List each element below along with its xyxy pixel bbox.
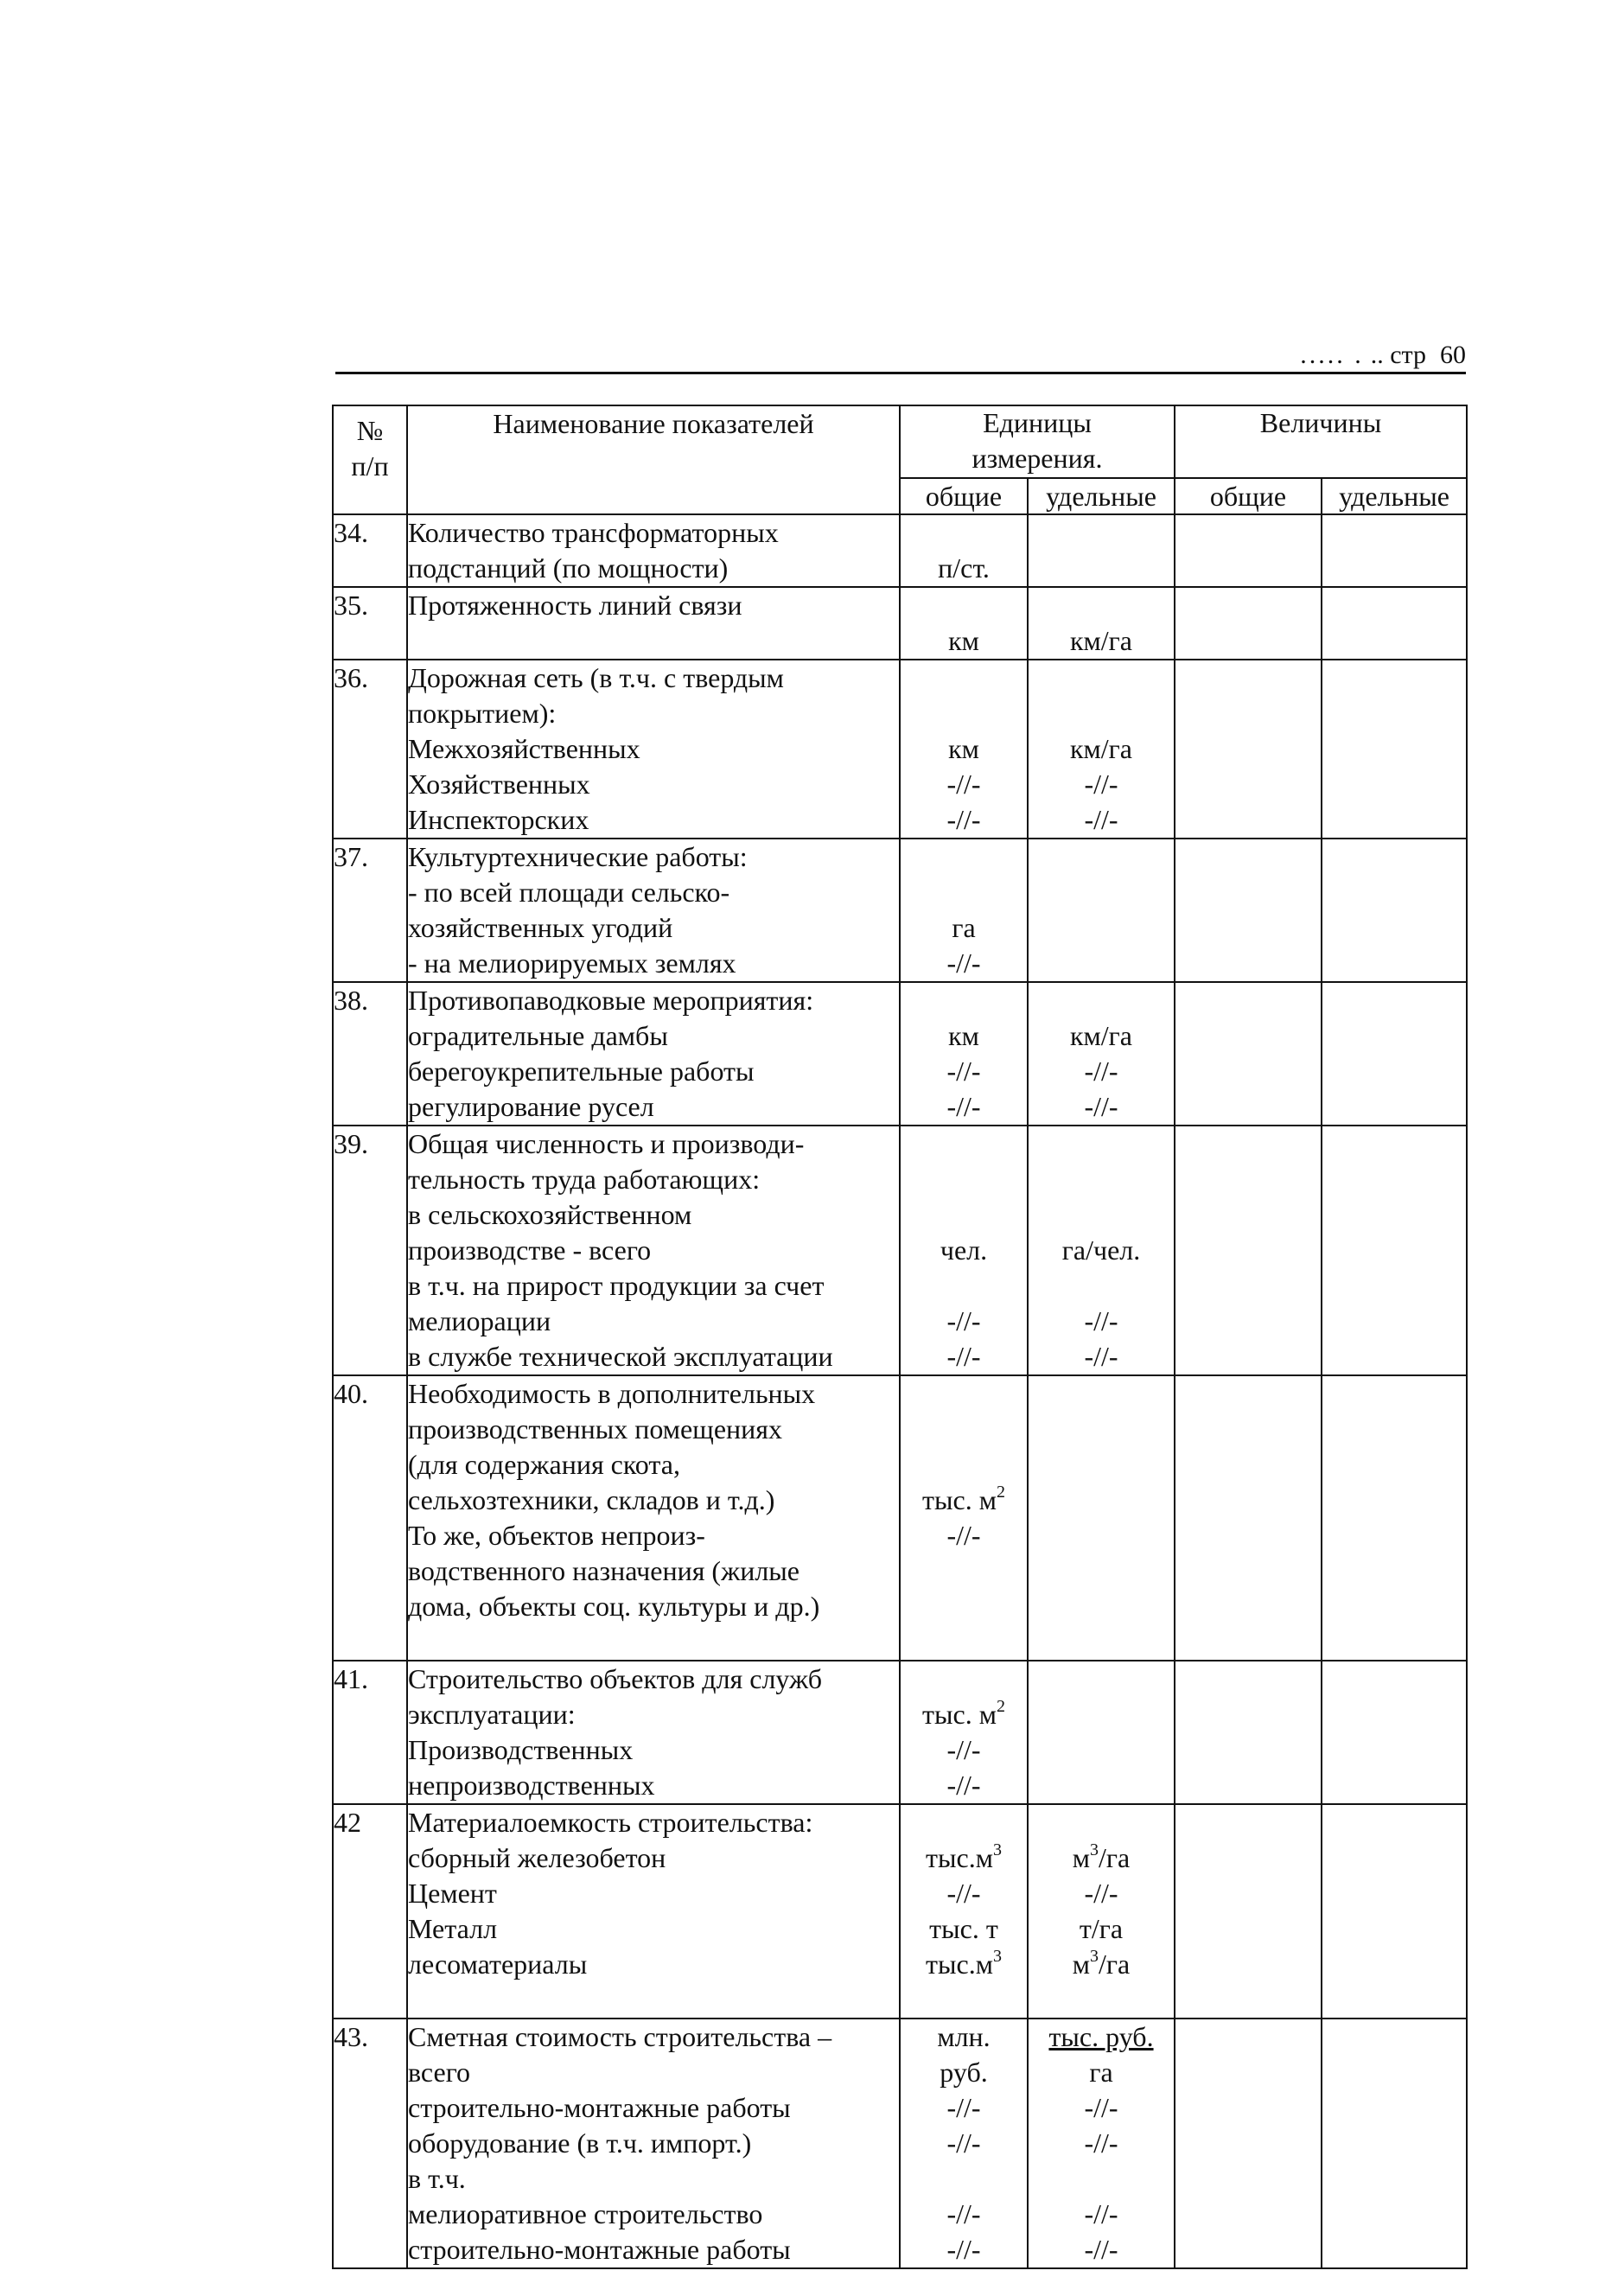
indicator-name: [407, 514, 900, 587]
unit-specific: [1029, 515, 1174, 551]
unit-specific-cell: [1028, 587, 1175, 660]
row-number: 39.: [333, 1126, 407, 1375]
indicator-line: То же, объектов непроиз-: [408, 1520, 705, 1551]
unit-specific-cell: [1028, 839, 1175, 982]
indicator-name: [407, 587, 900, 660]
indicator-name: [407, 982, 900, 1126]
unit-specific-cell: [1028, 982, 1175, 1126]
indicator-name: [407, 1375, 900, 1661]
indicator-line: покрытием):: [408, 698, 557, 729]
unit-specific: тыс. руб.: [1048, 2021, 1154, 2052]
column-values-specific: удельные: [1322, 478, 1467, 514]
unit-total: га: [952, 912, 976, 943]
unit-total: млн.: [937, 2021, 991, 2052]
value-specific-cell: [1322, 1661, 1467, 1804]
unit-total: тыс. $м^2$: [922, 1483, 1005, 1515]
indicator-line: дома, объекты соц. культуры и др.): [408, 1591, 820, 1622]
unit-specific: [1029, 839, 1174, 875]
value-total-cell: [1175, 839, 1322, 982]
indicator-line: - по всей площади сельско-: [408, 877, 730, 908]
indicator-line: (для содержания скота,: [408, 1449, 680, 1480]
header-dots: ..... .: [1300, 341, 1364, 369]
indicator-line: Общая численность и производи-: [408, 1128, 805, 1159]
unit-specific: [1029, 1768, 1174, 1803]
indicator-line: Инспекторских: [408, 804, 589, 835]
unit-specific: [1029, 1805, 1174, 1840]
unit-specific: [1029, 1589, 1174, 1624]
unit-total: [901, 1624, 1027, 1660]
unit-total: [901, 983, 1027, 1018]
indicator-line: водственного назначения (жилые: [408, 1555, 800, 1586]
row-number: 43.: [333, 2019, 407, 2268]
indicator-line: берегоукрепительные работы: [408, 1056, 755, 1087]
value-total-cell: [1175, 514, 1322, 587]
unit-total: -//-: [946, 2092, 981, 2123]
unit-specific-cell: [1028, 2019, 1175, 2268]
value-specific-cell: [1322, 1126, 1467, 1375]
column-units-specific: удельные: [1028, 478, 1175, 514]
value-specific-cell: [1322, 839, 1467, 982]
indicator-line: Сметная стоимость строительства –: [408, 2021, 832, 2052]
indicator-line: эксплуатации:: [408, 1699, 576, 1730]
indicator-line: [408, 1982, 899, 2018]
unit-total: п/ст.: [938, 552, 990, 584]
unit-total-cell: [900, 1375, 1028, 1661]
table-row: [333, 514, 1467, 587]
unit-specific-cell: [1028, 1375, 1175, 1661]
indicator-line: в сельскохозяйственном: [408, 1199, 692, 1230]
unit-total-cell: [900, 514, 1028, 587]
unit-total: [901, 1553, 1027, 1589]
unit-specific: -//-: [1084, 2234, 1118, 2265]
unit-total: чел.: [940, 1234, 988, 1266]
indicator-line: всего: [408, 2057, 471, 2088]
unit-total-cell: [900, 660, 1028, 839]
unit-specific: [1029, 2161, 1174, 2197]
indicator-line: Цемент: [408, 1878, 497, 1909]
unit-specific: [1029, 983, 1174, 1018]
indicator-line: мелиоративное строительство: [408, 2198, 763, 2229]
indicator-line: в т.ч. на прирост продукции за счет: [408, 1270, 825, 1301]
unit-specific: км/га: [1069, 625, 1132, 656]
indicator-line: производственных помещениях: [408, 1413, 782, 1445]
value-total-cell: [1175, 1375, 1322, 1661]
indicator-line: тельность труда работающих:: [408, 1164, 761, 1195]
value-specific-cell: [1322, 1804, 1467, 2019]
unit-specific: [1029, 551, 1174, 586]
row-number: 35.: [333, 587, 407, 660]
unit-total: [901, 1197, 1027, 1233]
unit-specific: -//-: [1084, 2127, 1118, 2159]
unit-specific: [1029, 1197, 1174, 1233]
unit-specific: [1029, 1624, 1174, 1660]
indicator-line: мелиорации: [408, 1305, 551, 1336]
unit-specific: $м^3/га$: [1072, 1947, 1131, 1980]
unit-specific: [1029, 875, 1174, 910]
unit-total: тыс. т: [929, 1913, 998, 1944]
unit-total: [901, 1268, 1027, 1304]
unit-specific: -//-: [1084, 1305, 1118, 1336]
table-row: [333, 1375, 1467, 1661]
unit-total: [901, 839, 1027, 875]
unit-total: руб.: [940, 2057, 988, 2088]
unit-specific: [1029, 1412, 1174, 1447]
unit-total-cell: [900, 982, 1028, 1126]
unit-total: -//-: [946, 1520, 981, 1551]
value-total-cell: [1175, 660, 1322, 839]
unit-specific: км/га: [1069, 733, 1132, 764]
row-number: 38.: [333, 982, 407, 1126]
row-number: 42: [333, 1804, 407, 2019]
unit-total: [901, 1805, 1027, 1840]
table-row: [333, 1661, 1467, 1804]
column-units-total: общие: [900, 478, 1028, 514]
unit-total: -//-: [946, 2127, 981, 2159]
unit-specific: [1029, 1268, 1174, 1304]
table-row: [333, 1126, 1467, 1375]
unit-specific: [1029, 1518, 1174, 1553]
table-row: [333, 660, 1467, 839]
unit-specific: [1029, 1376, 1174, 1412]
unit-total: [901, 1589, 1027, 1624]
unit-total: -//-: [946, 2198, 981, 2229]
unit-total: -//-: [946, 804, 981, 835]
unit-total: -//-: [946, 1878, 981, 1909]
indicator-line: Дорожная сеть (в т.ч. с твердым: [408, 662, 784, 693]
unit-total: $тыс.м^3$: [926, 1947, 1002, 1980]
indicator-line: Материалоемкость строительства:: [408, 1807, 813, 1838]
unit-total-cell: [900, 587, 1028, 660]
value-specific-cell: [1322, 587, 1467, 660]
indicator-line: Необходимость в дополнительных: [408, 1378, 816, 1409]
indicator-line: в службе технической эксплуатации: [408, 1341, 833, 1372]
indicator-line: Строительство объектов для служб: [408, 1663, 822, 1694]
indicator-name: [407, 2019, 900, 2268]
table-row: [333, 982, 1467, 1126]
value-total-cell: [1175, 982, 1322, 1126]
unit-specific-cell: [1028, 1126, 1175, 1375]
value-total-cell: [1175, 1661, 1322, 1804]
value-total-cell: [1175, 1804, 1322, 2019]
indicator-name: [407, 660, 900, 839]
column-number-header: № п/п: [333, 405, 407, 514]
row-number: 41.: [333, 1661, 407, 1804]
indicator-name: [407, 839, 900, 982]
unit-total: [901, 696, 1027, 731]
value-total-cell: [1175, 587, 1322, 660]
unit-specific: -//-: [1084, 769, 1118, 800]
indicator-name: [407, 1126, 900, 1375]
unit-total: [901, 1376, 1027, 1412]
unit-specific: [1029, 660, 1174, 696]
unit-specific: -//-: [1084, 804, 1118, 835]
unit-specific: [1029, 1697, 1174, 1732]
unit-total-cell: [900, 2019, 1028, 2268]
unit-specific: [1029, 1982, 1174, 2018]
indicator-line: регулирование русел: [408, 1091, 654, 1122]
page-header: [1210, 341, 1466, 370]
unit-total: [901, 2161, 1027, 2197]
table-body: [333, 514, 1467, 2268]
value-specific-cell: [1322, 660, 1467, 839]
unit-total: [901, 1982, 1027, 2018]
page-number: 60: [1440, 341, 1466, 369]
indicator-line: Протяженность линий связи: [408, 590, 742, 621]
indicator-line: Межхозяйственных: [408, 733, 640, 764]
unit-specific-cell: [1028, 1804, 1175, 2019]
indicator-line: лесоматериалы: [408, 1948, 588, 1980]
unit-total: -//-: [946, 769, 981, 800]
table-row: [333, 1804, 1467, 2019]
row-number: 40.: [333, 1375, 407, 1661]
unit-total-cell: [900, 1126, 1028, 1375]
value-total-cell: [1175, 2019, 1322, 2268]
unit-specific: [1029, 946, 1174, 981]
indicator-line: хозяйственных угодий: [408, 912, 673, 943]
row-number: 34.: [333, 514, 407, 587]
column-units-group-header: Единицы измерения.: [900, 405, 1175, 478]
unit-specific: км/га: [1069, 1020, 1132, 1051]
unit-total: км: [948, 733, 979, 764]
unit-total: -//-: [946, 1734, 981, 1765]
unit-total-cell: [900, 1661, 1028, 1804]
indicator-line: оградительные дамбы: [408, 1020, 668, 1051]
value-specific-cell: [1322, 514, 1467, 587]
column-name-header: Наименование показателей: [407, 405, 900, 514]
unit-specific: -//-: [1084, 1091, 1118, 1122]
unit-specific: [1029, 1553, 1174, 1589]
indicator-line: Противопаводковые мероприятия:: [408, 985, 814, 1016]
unit-specific: -//-: [1084, 2092, 1118, 2123]
indicator-line: Количество трансформаторных: [408, 517, 779, 548]
header-rule: [335, 372, 1466, 374]
unit-specific: [1029, 1162, 1174, 1197]
unit-total: [901, 1162, 1027, 1197]
unit-specific: $м^3/га$: [1072, 1840, 1131, 1873]
unit-specific: [1029, 1126, 1174, 1162]
unit-specific: -//-: [1084, 2198, 1118, 2229]
unit-total: -//-: [946, 1056, 981, 1087]
unit-total: [901, 1447, 1027, 1483]
value-specific-cell: [1322, 2019, 1467, 2268]
value-total-cell: [1175, 1126, 1322, 1375]
unit-total: [901, 1412, 1027, 1447]
indicator-line: непроизводственных: [408, 1770, 655, 1801]
unit-specific: [1029, 1661, 1174, 1697]
indicator-line: Производственных: [408, 1734, 634, 1765]
unit-total-cell: [900, 839, 1028, 982]
unit-specific-cell: [1028, 1661, 1175, 1804]
unit-specific: [1029, 1483, 1174, 1518]
indicator-line: - на мелиорируемых землях: [408, 947, 736, 979]
indicator-line: оборудование (в т.ч. импорт.): [408, 2127, 752, 2159]
table-row: [333, 587, 1467, 660]
indicator-line: [408, 1624, 899, 1660]
unit-total: [901, 875, 1027, 910]
unit-specific: [1029, 588, 1174, 623]
value-specific-cell: [1322, 982, 1467, 1126]
unit-total: -//-: [946, 1341, 981, 1372]
unit-specific: -//-: [1084, 1056, 1118, 1087]
unit-total: -//-: [946, 1091, 981, 1122]
table-row: [333, 2019, 1467, 2268]
unit-total: -//-: [946, 1305, 981, 1336]
unit-total-cell: [900, 1804, 1028, 2019]
indicator-line: [408, 623, 899, 659]
row-number: 36.: [333, 660, 407, 839]
value-specific-cell: [1322, 1375, 1467, 1661]
indicator-name: [407, 1661, 900, 1804]
indicator-line: Хозяйственных: [408, 769, 590, 800]
unit-specific-cell: [1028, 514, 1175, 587]
indicator-line: сельхозтехники, складов и т.д.): [408, 1484, 775, 1515]
unit-total: [901, 515, 1027, 551]
unit-total: -//-: [946, 947, 981, 979]
indicator-name: [407, 1804, 900, 2019]
indicator-line: строительно-монтажные работы: [408, 2234, 791, 2265]
row-number: 37.: [333, 839, 407, 982]
unit-total: -//-: [946, 2234, 981, 2265]
unit-total: [901, 660, 1027, 696]
indicator-line: подстанций (по мощности): [408, 552, 729, 584]
indicator-line: Культуртехнические работы:: [408, 841, 748, 872]
indicator-line: строительно-монтажные работы: [408, 2092, 791, 2123]
column-values-group-header: Величины: [1175, 405, 1467, 478]
unit-specific: [1029, 1732, 1174, 1768]
indicator-line: Металл: [408, 1913, 498, 1944]
table-row: [333, 839, 1467, 982]
unit-specific: [1029, 910, 1174, 946]
unit-total: [901, 1126, 1027, 1162]
unit-total: [901, 1661, 1027, 1697]
table-header: [333, 405, 1467, 514]
header-page-label: .. стр: [1370, 341, 1426, 369]
indicator-line: в т.ч.: [408, 2163, 466, 2194]
unit-total: -//-: [946, 1770, 981, 1801]
unit-total: $тыс.м^3$: [926, 1840, 1002, 1873]
unit-specific: га/чел.: [1061, 1234, 1141, 1266]
unit-specific: -//-: [1084, 1878, 1118, 1909]
unit-specific: [1029, 1447, 1174, 1483]
unit-specific-cell: [1028, 660, 1175, 839]
unit-total: [901, 588, 1027, 623]
unit-total: тыс. $м^2$: [922, 1697, 1005, 1730]
indicator-line: производстве - всего: [408, 1234, 652, 1266]
indicator-line: сборный железобетон: [408, 1842, 666, 1873]
unit-total: км: [948, 1020, 979, 1051]
indicators-table: [332, 405, 1468, 2269]
unit-specific: -//-: [1084, 1341, 1118, 1372]
column-values-total: общие: [1175, 478, 1322, 514]
unit-specific: [1029, 696, 1174, 731]
unit-specific: га: [1089, 2057, 1113, 2088]
unit-total: км: [948, 625, 979, 656]
unit-specific: т/га: [1079, 1913, 1124, 1944]
